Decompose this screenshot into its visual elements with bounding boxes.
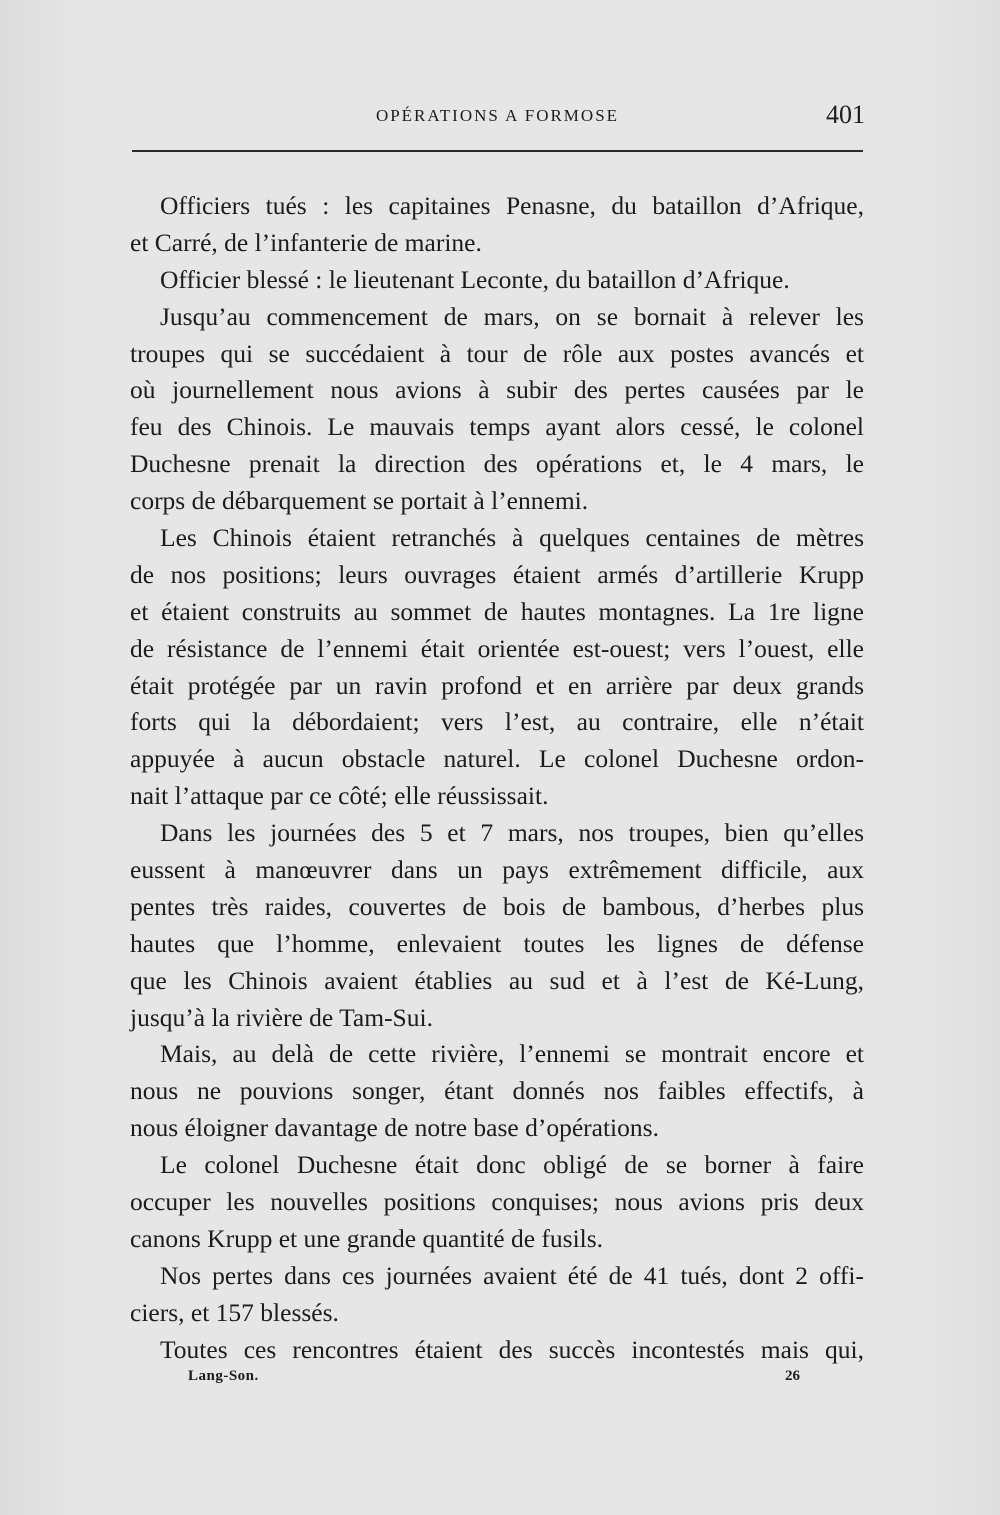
text-line: Nos pertes dans ces journées avaient été de 41 tués, dont 2 offi- — [160, 1260, 864, 1290]
text-line: et Carré, de l’infanterie de marine. — [130, 227, 482, 257]
text-line: où journellement nous avions à subir des pertes causées par le — [130, 375, 864, 405]
text-line: nous ne pouvions songer, étant donnés nos faibles effectifs, à — [130, 1076, 864, 1106]
text-line: Officiers tués : les capitaines Penasne, du bataillon d’Afrique, — [160, 191, 864, 220]
text-line: occuper les nouvelles positions conquises; nous avions pris deux — [130, 1187, 864, 1217]
text-line: que les Chinois avaient établies au sud et à l’est de Ké-Lung, — [130, 965, 864, 995]
footer-signature: Lang-Son. — [188, 1368, 259, 1384]
text-line: forts qui la débordaient; vers l’est, au contraire, elle n’était — [130, 707, 864, 737]
header-rule — [132, 150, 863, 152]
text-line: était protégée par un ravin profond et en arrière par deux grands — [130, 670, 864, 700]
text-line: Les Chinois étaient retranchés à quelques centaines de mètres — [160, 523, 864, 553]
text-line: corps de débarquement se portait à l’ennemi. — [130, 486, 589, 516]
text-line: Dans les journées des 5 et 7 mars, nos troupes, bien qu’elles — [160, 818, 864, 848]
footer-sheet-number: 26 — [785, 1368, 800, 1384]
text-line: nous éloigner davantage de notre base d’opérations. — [130, 1113, 659, 1143]
text-line: hautes que l’homme, enlevaient toutes les lignes de défense — [130, 928, 864, 958]
text-line: ciers, et 157 blessés. — [130, 1297, 339, 1327]
text-line: nait l’attaque par ce côté; elle réussissait. — [130, 781, 549, 811]
text-line: canons Krupp et une grande quantité de fusils. — [130, 1223, 604, 1253]
text-line: pentes très raides, couvertes de bois de bambous, d’herbes plus — [130, 891, 864, 921]
text-line: Le colonel Duchesne était donc obligé de se borner à faire — [160, 1150, 864, 1180]
text-line: et étaient construits au sommet de hautes montagnes. La 1re ligne — [130, 596, 864, 626]
text-line: Mais, au delà de cette rivière, l’ennemi se montrait encore et — [160, 1039, 864, 1069]
text-line: Officier blessé : le lieutenant Leconte, du bataillon d’Afrique. — [160, 264, 790, 294]
text-line: Jusqu’au commencement de mars, on se bornait à relever les — [160, 301, 864, 331]
running-title: OPÉRATIONS A FORMOSE — [375, 106, 620, 125]
page-footer — [130, 1368, 865, 1390]
text-line: feu des Chinois. Le mauvais temps ayant alors cessé, le colonel — [130, 412, 864, 442]
text-line: troupes qui se succédaient à tour de rôle aux postes avancés et — [130, 338, 864, 368]
text-line: eussent à manœuvrer dans un pays extrêmement difficile, aux — [130, 855, 864, 885]
text-line: Toutes ces rencontres étaient des succès incontestés mais qui, — [160, 1334, 864, 1364]
running-head — [130, 100, 865, 134]
text-line: de nos positions; leurs ouvrages étaient armés d’artillerie Krupp — [130, 559, 864, 589]
text-line: jusqu’à la rivière de Tam-Sui. — [130, 1002, 433, 1032]
text-line: Duchesne prenait la direction des opérations et, le 4 mars, le — [130, 449, 864, 479]
text-line: de résistance de l’ennemi était orientée est-ouest; vers l’ouest, elle — [130, 633, 864, 663]
page-number: 401 — [826, 100, 865, 129]
text-line: appuyée à aucun obstacle naturel. Le colonel Duchesne ordon- — [130, 744, 864, 774]
body-text — [130, 188, 864, 1369]
